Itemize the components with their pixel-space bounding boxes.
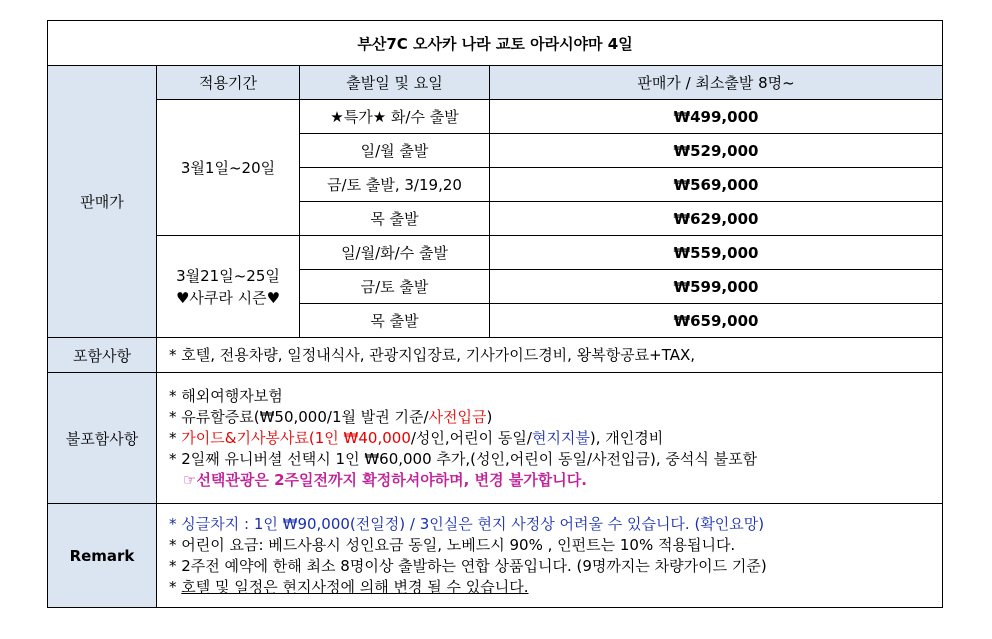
excluded-label: 불포함사항 [48,373,157,504]
excluded-content [157,373,943,504]
included-label: 포함사항 [48,338,157,373]
excluded-line-3: * 가이드&기사봉사료(1인 ₩40,000/성인,어린이 동일/현지지불), 개인경비 [169,428,664,447]
departure-cell: 목 출발 [300,304,490,338]
price-cell: ₩659,000 [490,304,943,338]
departure-header: 출발일 및 요일 [300,66,490,100]
price-table [47,20,943,608]
page-title: 부산7C 오사카 나라 교토 아라시야마 4일 [48,21,943,66]
price-cell: ₩499,000 [490,100,943,134]
price-cell: ₩529,000 [490,134,943,168]
excluded-line-2: * 유류할증료(₩50,000/1월 발권 기준/사전입금) [169,407,493,426]
price-cell: ₩599,000 [490,270,943,304]
price-row [48,236,943,270]
price-cell: ₩629,000 [490,202,943,236]
sakura-season: ♥사쿠라 시즌♥ [175,288,281,307]
price-row [48,100,943,134]
period-header: 적용기간 [157,66,300,100]
remark-line-1: * 싱글차지 : 1인 ₩90,000(전일정) / 3인실은 현지 사정상 어려울 수 있습니다. (확인요망) [169,514,765,533]
schedule-change-notice: 호텔 및 일정은 현지사정에 의해 변경 될 수 있습니다. [181,577,529,596]
price-cell: ₩559,000 [490,236,943,270]
included-text: * 호텔, 전용차량, 일정내식사, 관광지입장료, 기사가이드경비, 왕복항공료+TAX, [169,345,696,364]
price-cell: ₩569,000 [490,168,943,202]
remark-content [157,504,943,608]
departure-cell: 금/토 출발, 3/19,20 [300,168,490,202]
remark-line-3: * 2주전 예약에 한해 최소 8명이상 출발하는 연합 상품입니다. (9명까지는 차량가이드 기준) [169,556,767,575]
price-label: 판매가 [48,66,157,338]
departure-cell: ★특가★ 화/수 출발 [300,100,490,134]
remark-label: Remark [48,504,157,608]
excluded-line-1: * 해외여행자보험 [169,386,283,405]
departure-cell: 목 출발 [300,202,490,236]
period-2 [157,236,300,338]
prepay-text: 사전입금 [428,407,487,426]
period-1: 3월1일~20일 [157,100,300,236]
guide-fee-text: 가이드&기사봉사료(1인 ₩40,000 [181,428,411,447]
departure-cell: 일/월/화/수 출발 [300,236,490,270]
price-header: 판매가 / 최소출발 8명~ [490,66,943,100]
remark-line-2: * 어린이 요금: 베드사용시 성인요금 동일, 노베드시 90% , 인펀트는 10% 적용됩니다. [169,535,736,554]
optional-tour-notice: ☞선택관광은 2주일전까지 확정하셔야하며, 변경 불가합니다. [183,470,587,489]
departure-cell: 금/토 출발 [300,270,490,304]
excluded-line-4: * 2일째 유니버셜 선택시 1인 ₩60,000 추가,(성인,어린이 동일/사전입금), 중석식 불포함 [169,449,758,468]
period-2-dates: 3월21일~25일 [176,266,280,285]
included-content [157,338,943,373]
remark-line-4: * 호텔 및 일정은 현지사정에 의해 변경 될 수 있습니다. [169,577,529,596]
departure-cell: 일/월 출발 [300,134,490,168]
local-pay-text: 현지지불 [531,428,590,447]
